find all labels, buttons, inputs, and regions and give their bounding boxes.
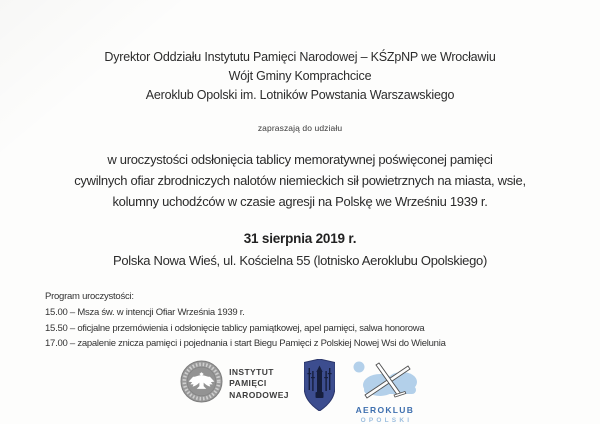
ipn-wordmark bbox=[229, 367, 289, 402]
program-item-2: 15.50 – oficjalne przemówienia i odsłonięcie tablicy pamiątkowej, apel pamięci, salwa honorowa bbox=[45, 322, 425, 334]
ipn-seal-eagle-icon bbox=[180, 360, 223, 408]
event-description-line2: cywilnych ofiar zbrodniczych nalotów niemieckich sił powietrznych na miasta, wsie, bbox=[74, 173, 526, 188]
aeroklub-wordmark: AEROKLUB bbox=[355, 405, 415, 415]
organizer-line-wojt: Wójt Gminy Komprachcice bbox=[228, 69, 372, 83]
ipn-wordmark-line3: NARODOWEJ bbox=[229, 389, 289, 400]
program-title: Program uroczystości: bbox=[45, 291, 134, 302]
invite-line: zapraszają do udziału bbox=[257, 123, 343, 133]
event-description bbox=[20, 149, 580, 212]
ipn-wordmark-line1: INSTYTUT bbox=[229, 366, 274, 377]
organizers-block bbox=[0, 48, 600, 105]
event-description-line1: w uroczystości odsłonięcia tablicy memoratywnej poświęconej pamięci bbox=[107, 152, 493, 167]
program-block bbox=[45, 289, 580, 352]
event-date: 31 sierpnia 2019 r. bbox=[243, 231, 357, 246]
ipn-logo bbox=[180, 360, 289, 408]
logos-row bbox=[0, 357, 600, 424]
aeroklub-opolski-logo bbox=[350, 358, 420, 424]
organizer-line-ipn-director: Dyrektor Oddziału Instytutu Pamięci Narodowej – KŚZpNP we Wrocławiu bbox=[104, 50, 496, 64]
ipn-wordmark-line2: PAMIĘCI bbox=[229, 378, 267, 389]
program-item-1: 15.00 – Msza św. w intencji Ofiar Września 1939 r. bbox=[45, 306, 245, 318]
komprachcice-coat-of-arms bbox=[304, 359, 335, 416]
event-description-line3: kolumny uchodźców w czasie agresji na Polskę we Wrześniu 1939 r. bbox=[112, 194, 488, 209]
organizer-line-aeroklub: Aeroklub Opolski im. Lotników Powstania Warszawskiego bbox=[145, 88, 455, 102]
aeroklub-glider-clouds-icon bbox=[350, 358, 420, 407]
program-item-3: 17.00 – zapalenie znicza pamięci i pojednania i start Biegu Pamięci z Polskiej Nowej Wsi do Wielunia bbox=[45, 338, 446, 350]
aeroklub-wordmark-sub: OPOLSKI bbox=[360, 416, 413, 424]
event-location: Polska Nowa Wieś, ul. Kościelna 55 (lotnisko Aeroklubu Opolskiego) bbox=[112, 253, 487, 268]
